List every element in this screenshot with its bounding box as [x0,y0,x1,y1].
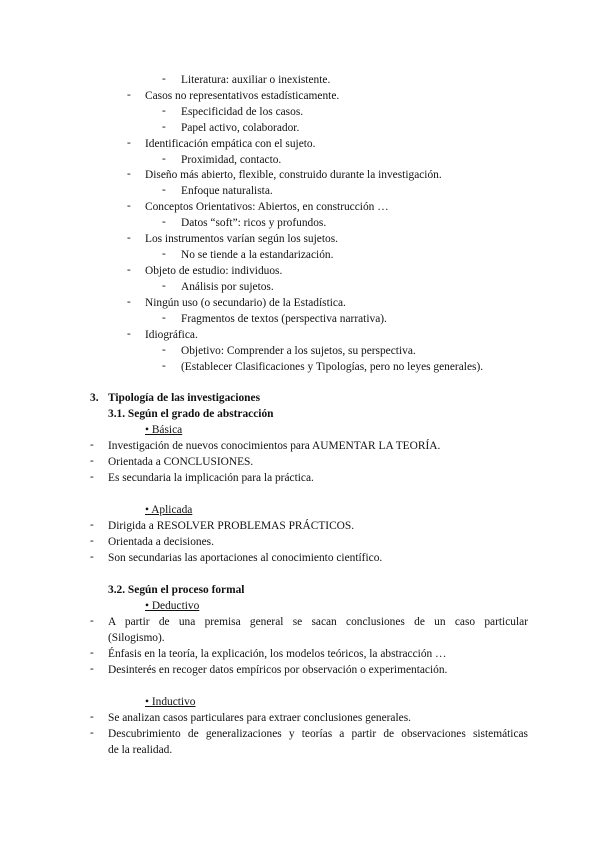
list-item: Casos no representativos estadísticamente. [145,90,340,102]
list-dash: - [162,105,166,117]
list-item: Identificación empática con el sujeto. [145,138,316,150]
subheading-aplicada: • Aplicada [145,504,193,516]
list-dash: - [90,439,94,451]
list-dash: - [127,232,131,244]
list-dash: - [162,360,166,372]
list-dash: - [127,296,131,308]
list-dash: - [127,89,131,101]
list-dash: - [90,471,94,483]
list-dash: - [162,312,166,324]
section-title: Tipología de las investigaciones [108,392,260,404]
list-dash: - [162,73,166,85]
list-dash: - [127,264,131,276]
section-number: 3. [90,392,99,404]
list-item: Son secundarias las aportaciones al conocimiento científico. [108,552,383,564]
list-dash: - [127,200,131,212]
subsection-title: 3.1. Según el grado de abstracción [108,408,274,420]
subheading-inductivo: • Inductivo [145,696,196,708]
list-dash: - [90,711,94,723]
list-dash: - [90,615,94,627]
list-item: Diseño más abierto, flexible, construido durante la investigación. [145,169,442,181]
list-item: Investigación de nuevos conocimientos para AUMENTAR LA TEORÍA. [108,440,441,452]
list-dash: - [162,344,166,356]
list-item: Orientada a CONCLUSIONES. [108,456,254,468]
list-dash: - [162,216,166,228]
list-item: Orientada a decisiones. [108,536,214,548]
subsection-title: 3.2. Según el proceso formal [108,584,245,596]
list-item-continuation: (Silogismo). [108,632,165,644]
list-item: Datos “soft”: ricos y profundos. [181,217,327,229]
list-dash: - [90,727,94,739]
list-item: Es secundaria la implicación para la práctica. [108,472,314,484]
list-item: Se analizan casos particulares para extraer conclusiones generales. [108,712,411,724]
subheading-basica: • Básica [145,424,183,436]
list-item: Conceptos Orientativos: Abiertos, en construcción … [145,201,389,213]
list-dash: - [90,535,94,547]
list-item: Fragmentos de textos (perspectiva narrativa). [181,313,387,325]
list-item: Objetivo: Comprender a los sujetos, su perspectiva. [181,345,416,357]
list-dash: - [127,328,131,340]
list-item: Especificidad de los casos. [181,106,304,118]
list-item: Objeto de estudio: individuos. [145,265,283,277]
list-dash: - [90,519,94,531]
list-item: Papel activo, colaborador. [181,122,300,134]
list-dash: - [162,184,166,196]
list-dash: - [90,647,94,659]
list-item: Dirigida a RESOLVER PROBLEMAS PRÁCTICOS. [108,520,355,532]
list-item: Análisis por sujetos. [181,281,274,293]
list-item: A partir de una premisa general se sacan conclusiones de un caso particular [108,616,528,628]
list-dash: - [90,663,94,675]
list-dash: - [162,121,166,133]
list-dash: - [127,168,131,180]
list-item: Descubrimiento de generalizaciones y teorías a partir de observaciones sistemáticas [108,728,528,740]
list-item: Énfasis en la teoría, la explicación, los modelos teóricos, la abstracción … [108,648,447,660]
list-dash: - [90,551,94,563]
list-dash: - [162,248,166,260]
list-dash: - [162,153,166,165]
subheading-deductivo: • Deductivo [145,600,200,612]
list-item: (Establecer Clasificaciones y Tipologías, pero no leyes generales). [181,361,484,373]
list-dash: - [162,280,166,292]
list-item: Ningún uso (o secundario) de la Estadística. [145,297,346,309]
list-item: No se tiende a la estandarización. [181,249,334,261]
list-dash: - [127,137,131,149]
list-item: Idiográfica. [145,329,198,341]
list-dash: - [90,455,94,467]
list-item: Desinterés en recoger datos empíricos por observación o experimentación. [108,664,448,676]
list-item: Los instrumentos varían según los sujetos. [145,233,338,245]
list-item: Enfoque naturalista. [181,185,273,197]
list-item: Literatura: auxiliar o inexistente. [181,74,331,86]
list-item-continuation: de la realidad. [108,744,173,756]
list-item: Proximidad, contacto. [181,154,282,166]
